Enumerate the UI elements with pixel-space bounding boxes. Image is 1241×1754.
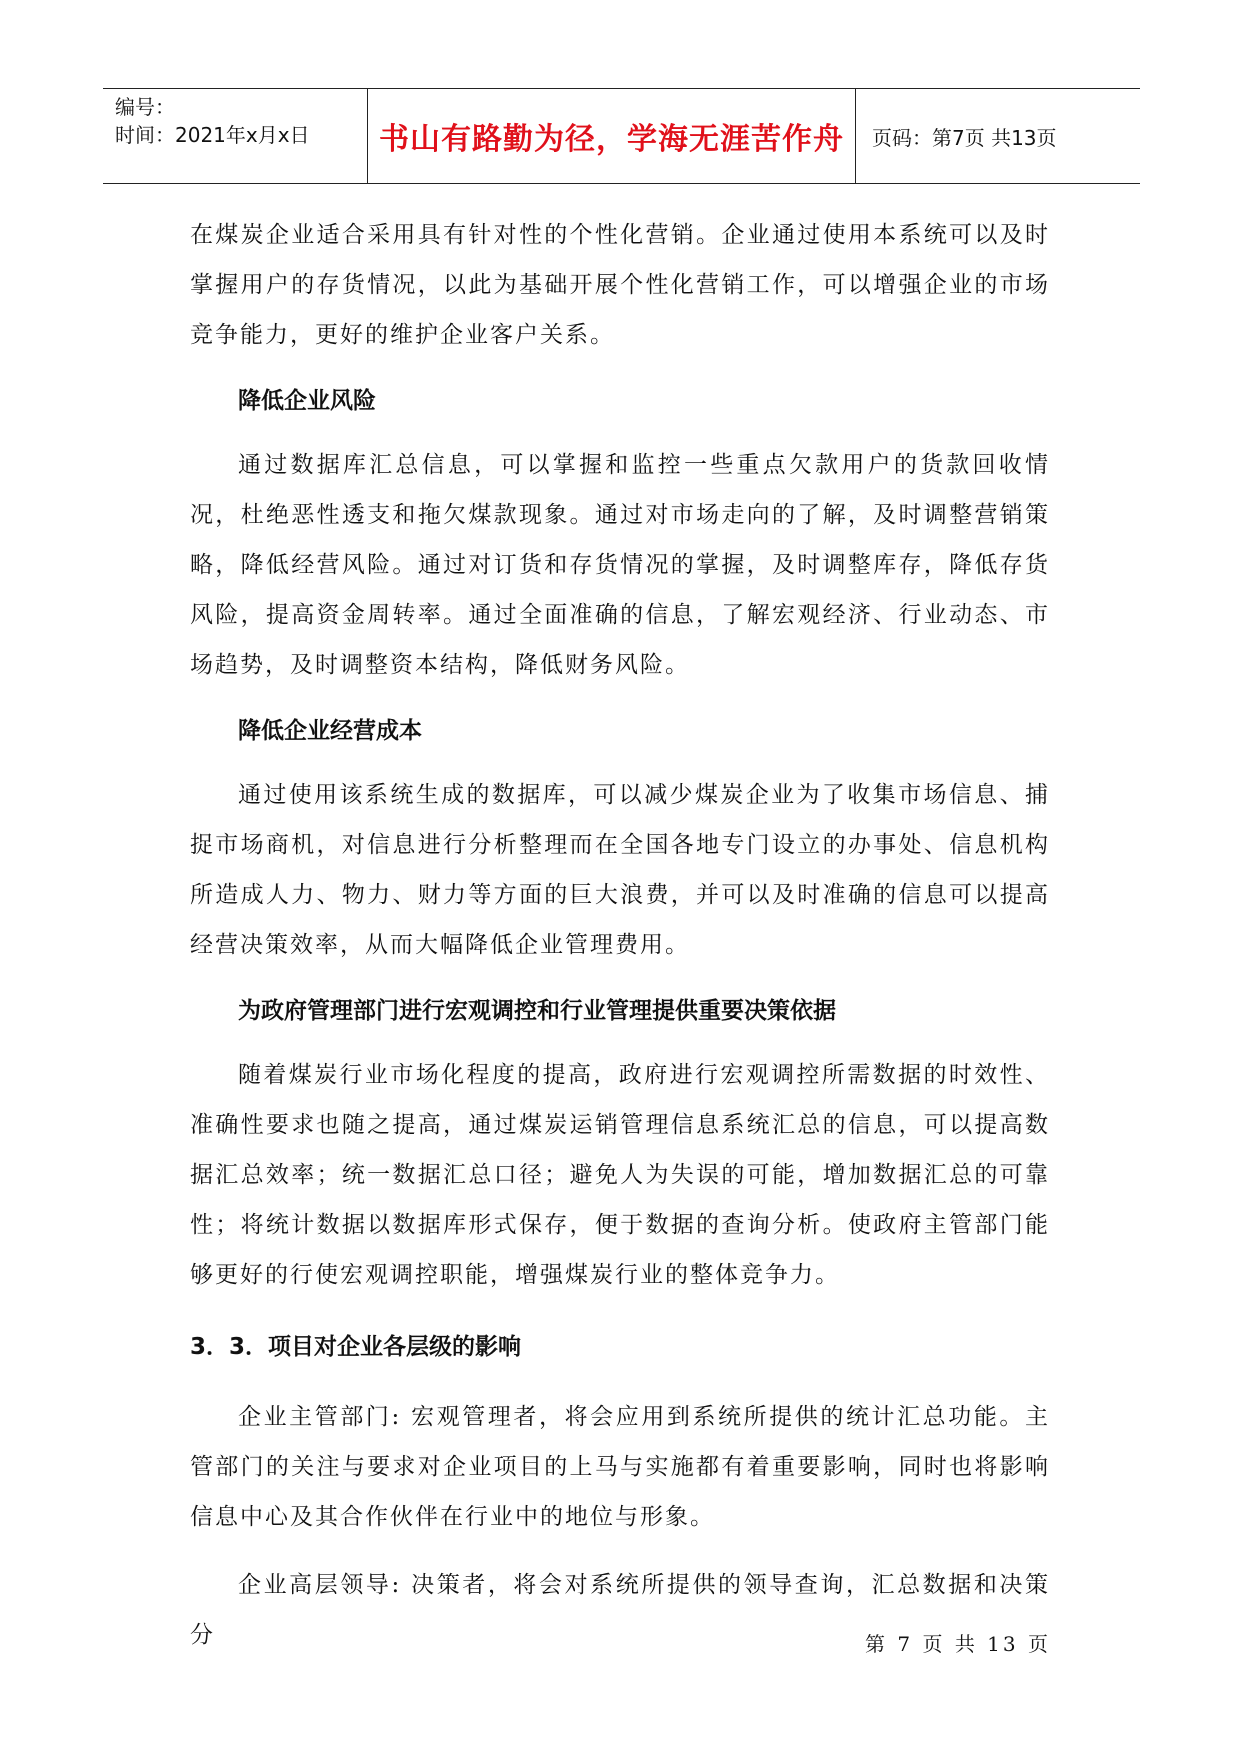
paragraph: 通过使用该系统生成的数据库，可以减少煤炭企业为了收集市场信息、捕捉市场商机，对信息进行分析整理而在全国各地专门设立的办事处、信息机构所造成人力、物力、财力等方面的巨大浪费，并可以及时准确的信息可以提高经营决策效率，从而大幅降低企业管理费用。 (190, 782, 1050, 958)
paragraph: 企业主管部门: 宏观管理者，将会应用到系统所提供的统计汇总功能。主管部门的关注与要求对企业项目的上马与实施都有着重要影响，同时也将影响信息中心及其合作伙伴在行业中的地位与形象。 (190, 1404, 1050, 1530)
subheading: 降低企业经营成本 (238, 718, 422, 744)
paragraph: 在煤炭企业适合采用具有针对性的个性化营销。企业通过使用本系统可以及时掌握用户的存货情况，以此为基础开展个性化营销工作，可以增强企业的市场竞争能力，更好的维护企业客户关系。 (190, 222, 1050, 348)
header-left-cell (103, 89, 368, 183)
header-motto-cell (368, 89, 856, 183)
paragraph: 通过数据库汇总信息，可以掌握和监控一些重点欠款用户的货款回收情况，杜绝恶性透支和拖欠煤款现象。通过对市场走向的了解，及时调整营销策略，降低经营风险。通过对订货和存货情况的掌握，及时调整库存，降低存货风险，提高资金周转率。通过全面准确的信息，了解宏观经济、行业动态、市场趋势，及时调整资本结构，降低财务风险。 (190, 452, 1050, 678)
serial-label: 编号： (115, 95, 175, 119)
page-label: 页码：第7页 共13页 (872, 125, 1057, 150)
section-heading: 3．3．项目对企业各层级的影响 (190, 1334, 522, 1360)
subheading: 降低企业风险 (238, 388, 376, 414)
paragraph: 企业高层领导: 决策者，将会对系统所提供的领导查询，汇总数据和决策分 (190, 1572, 1050, 1648)
footer-page-number: 第 7 页 共 13 页 (865, 1632, 1051, 1656)
header-page-cell (856, 89, 1140, 183)
subheading: 为政府管理部门进行宏观调控和行业管理提供重要决策依据 (238, 998, 836, 1024)
page-footer (0, 1628, 1241, 1657)
paragraph: 随着煤炭行业市场化程度的提高，政府进行宏观调控所需数据的时效性、准确性要求也随之提高，通过煤炭运销管理信息系统汇总的信息，可以提高数据汇总效率；统一数据汇总口径；避免人为失误的可能，增加数据汇总的可靠性；将统计数据以数据库形式保存，便于数据的查询分析。使政府主管部门能够更好的行使宏观调控职能，增强煤炭行业的整体竞争力。 (190, 1062, 1050, 1288)
document-body (190, 210, 1050, 1660)
time-label: 时间：2021年x月x日 (115, 123, 310, 147)
motto: 书山有路勤为径，学海无涯苦作舟 (379, 122, 844, 157)
page-header (103, 88, 1140, 184)
